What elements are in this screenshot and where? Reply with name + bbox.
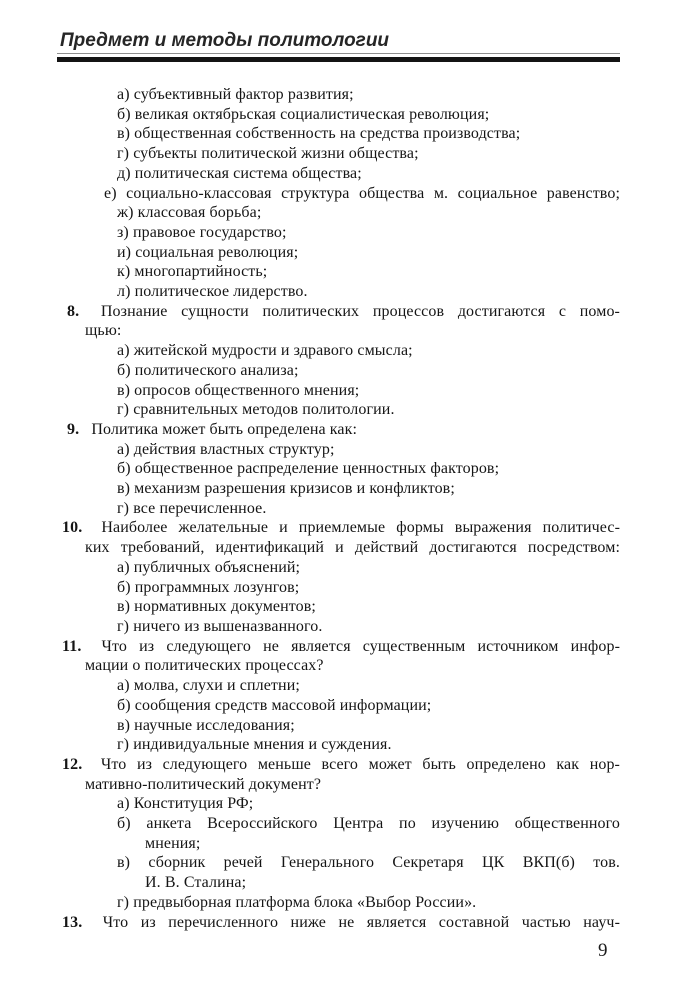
option-line: г) сравнительных методов политологии. bbox=[117, 401, 395, 419]
option-continuation-line: мнения; bbox=[145, 834, 201, 852]
option-line: в) механизм разрешения кризисов и конфликтов; bbox=[117, 480, 455, 498]
option-line: в) нормативных документов; bbox=[117, 598, 316, 616]
question-text: Что из перечисленного ниже не является составной частью науч- bbox=[102, 913, 620, 931]
question-number: 12. bbox=[62, 755, 83, 773]
question-number: 9. bbox=[67, 420, 80, 438]
option-line: б) сообщения средств массовой информации; bbox=[117, 696, 432, 714]
question-continuation-line: щью: bbox=[85, 322, 122, 340]
option-line: ж) классовая борьба; bbox=[117, 204, 262, 222]
option-line: г) предвыборная платформа блока «Выбор России». bbox=[117, 893, 477, 911]
option-line: а) публичных объяснений; bbox=[117, 558, 301, 576]
question-text: Что из следующего не является существенным источником инфор- bbox=[101, 637, 620, 655]
option-line: б) программных лозунгов; bbox=[117, 578, 300, 596]
option-line: л) политическое лидерство. bbox=[117, 283, 308, 301]
option-line: а) житейской мудрости и здравого смысла; bbox=[117, 342, 413, 360]
question-text: Что из следующего меньше всего может быть определено как нор- bbox=[100, 755, 620, 773]
option-line: г) индивидуальные мнения и суждения. bbox=[117, 736, 392, 754]
question-text: Наиболее желательные и приемлемые формы выражения политичес- bbox=[101, 519, 620, 537]
option-line: а) молва, слухи и сплетни; bbox=[117, 677, 300, 695]
option-line: в) опросов общественного мнения; bbox=[117, 381, 360, 399]
option-line: в) сборник речей Генерального Секретаря ЦК ВКП(б) тов. bbox=[117, 854, 620, 872]
page-body-text bbox=[60, 85, 620, 932]
option-line: з) правовое государство; bbox=[117, 223, 287, 241]
question-text: Познание сущности политических процессов достигаются с помо- bbox=[100, 302, 620, 320]
question-line bbox=[60, 302, 620, 322]
question-line bbox=[60, 913, 620, 933]
question-line bbox=[60, 518, 620, 538]
option-line: е) социально-классовая структура общества м. социальное равенство; bbox=[104, 184, 620, 202]
option-line: в) общественная собственность на средства производства; bbox=[117, 125, 521, 143]
option-line: б) анкета Всероссийского Центра по изучению общественного bbox=[117, 815, 620, 833]
question-number: 13. bbox=[62, 913, 83, 931]
option-line: д) политическая система общества; bbox=[117, 164, 362, 182]
option-line: г) все перечисленное. bbox=[117, 499, 267, 517]
option-line: б) общественное распределение ценностных факторов; bbox=[117, 460, 500, 478]
page-number: 9 bbox=[598, 940, 608, 961]
question-continuation-line: ких требований, идентификаций и действий достигаются посредством: bbox=[85, 539, 620, 557]
option-line: г) субъекты политической жизни общества; bbox=[117, 145, 419, 163]
option-line: а) действия властных структур; bbox=[117, 440, 335, 458]
question-continuation-line: мативно-политический документ? bbox=[85, 775, 322, 793]
question-number: 8. bbox=[67, 302, 80, 320]
option-line: и) социальная революция; bbox=[117, 243, 299, 261]
page-header bbox=[57, 30, 620, 62]
option-line: а) Конституция РФ; bbox=[117, 795, 254, 813]
question-line bbox=[60, 420, 620, 440]
option-line: б) политического анализа; bbox=[117, 361, 299, 379]
running-head-title: Предмет и методы политологии bbox=[57, 30, 620, 54]
option-line: г) ничего из вышеназванного. bbox=[117, 617, 323, 635]
question-number: 11. bbox=[62, 637, 82, 655]
option-continuation-line: И. В. Сталина; bbox=[145, 874, 247, 892]
question-line bbox=[60, 755, 620, 775]
option-line: к) многопартийность; bbox=[117, 263, 268, 281]
option-line: а) субъективный фактор развития; bbox=[117, 86, 354, 103]
header-divider-rule bbox=[57, 57, 620, 62]
question-number: 10. bbox=[62, 519, 83, 537]
question-continuation-line: мации о политических процессах? bbox=[85, 657, 324, 675]
question-text: Политика может быть определена как: bbox=[91, 420, 358, 438]
option-line: б) великая октябрьская социалистическая революция; bbox=[117, 105, 490, 123]
option-line: в) научные исследования; bbox=[117, 716, 295, 734]
question-line bbox=[60, 637, 620, 657]
